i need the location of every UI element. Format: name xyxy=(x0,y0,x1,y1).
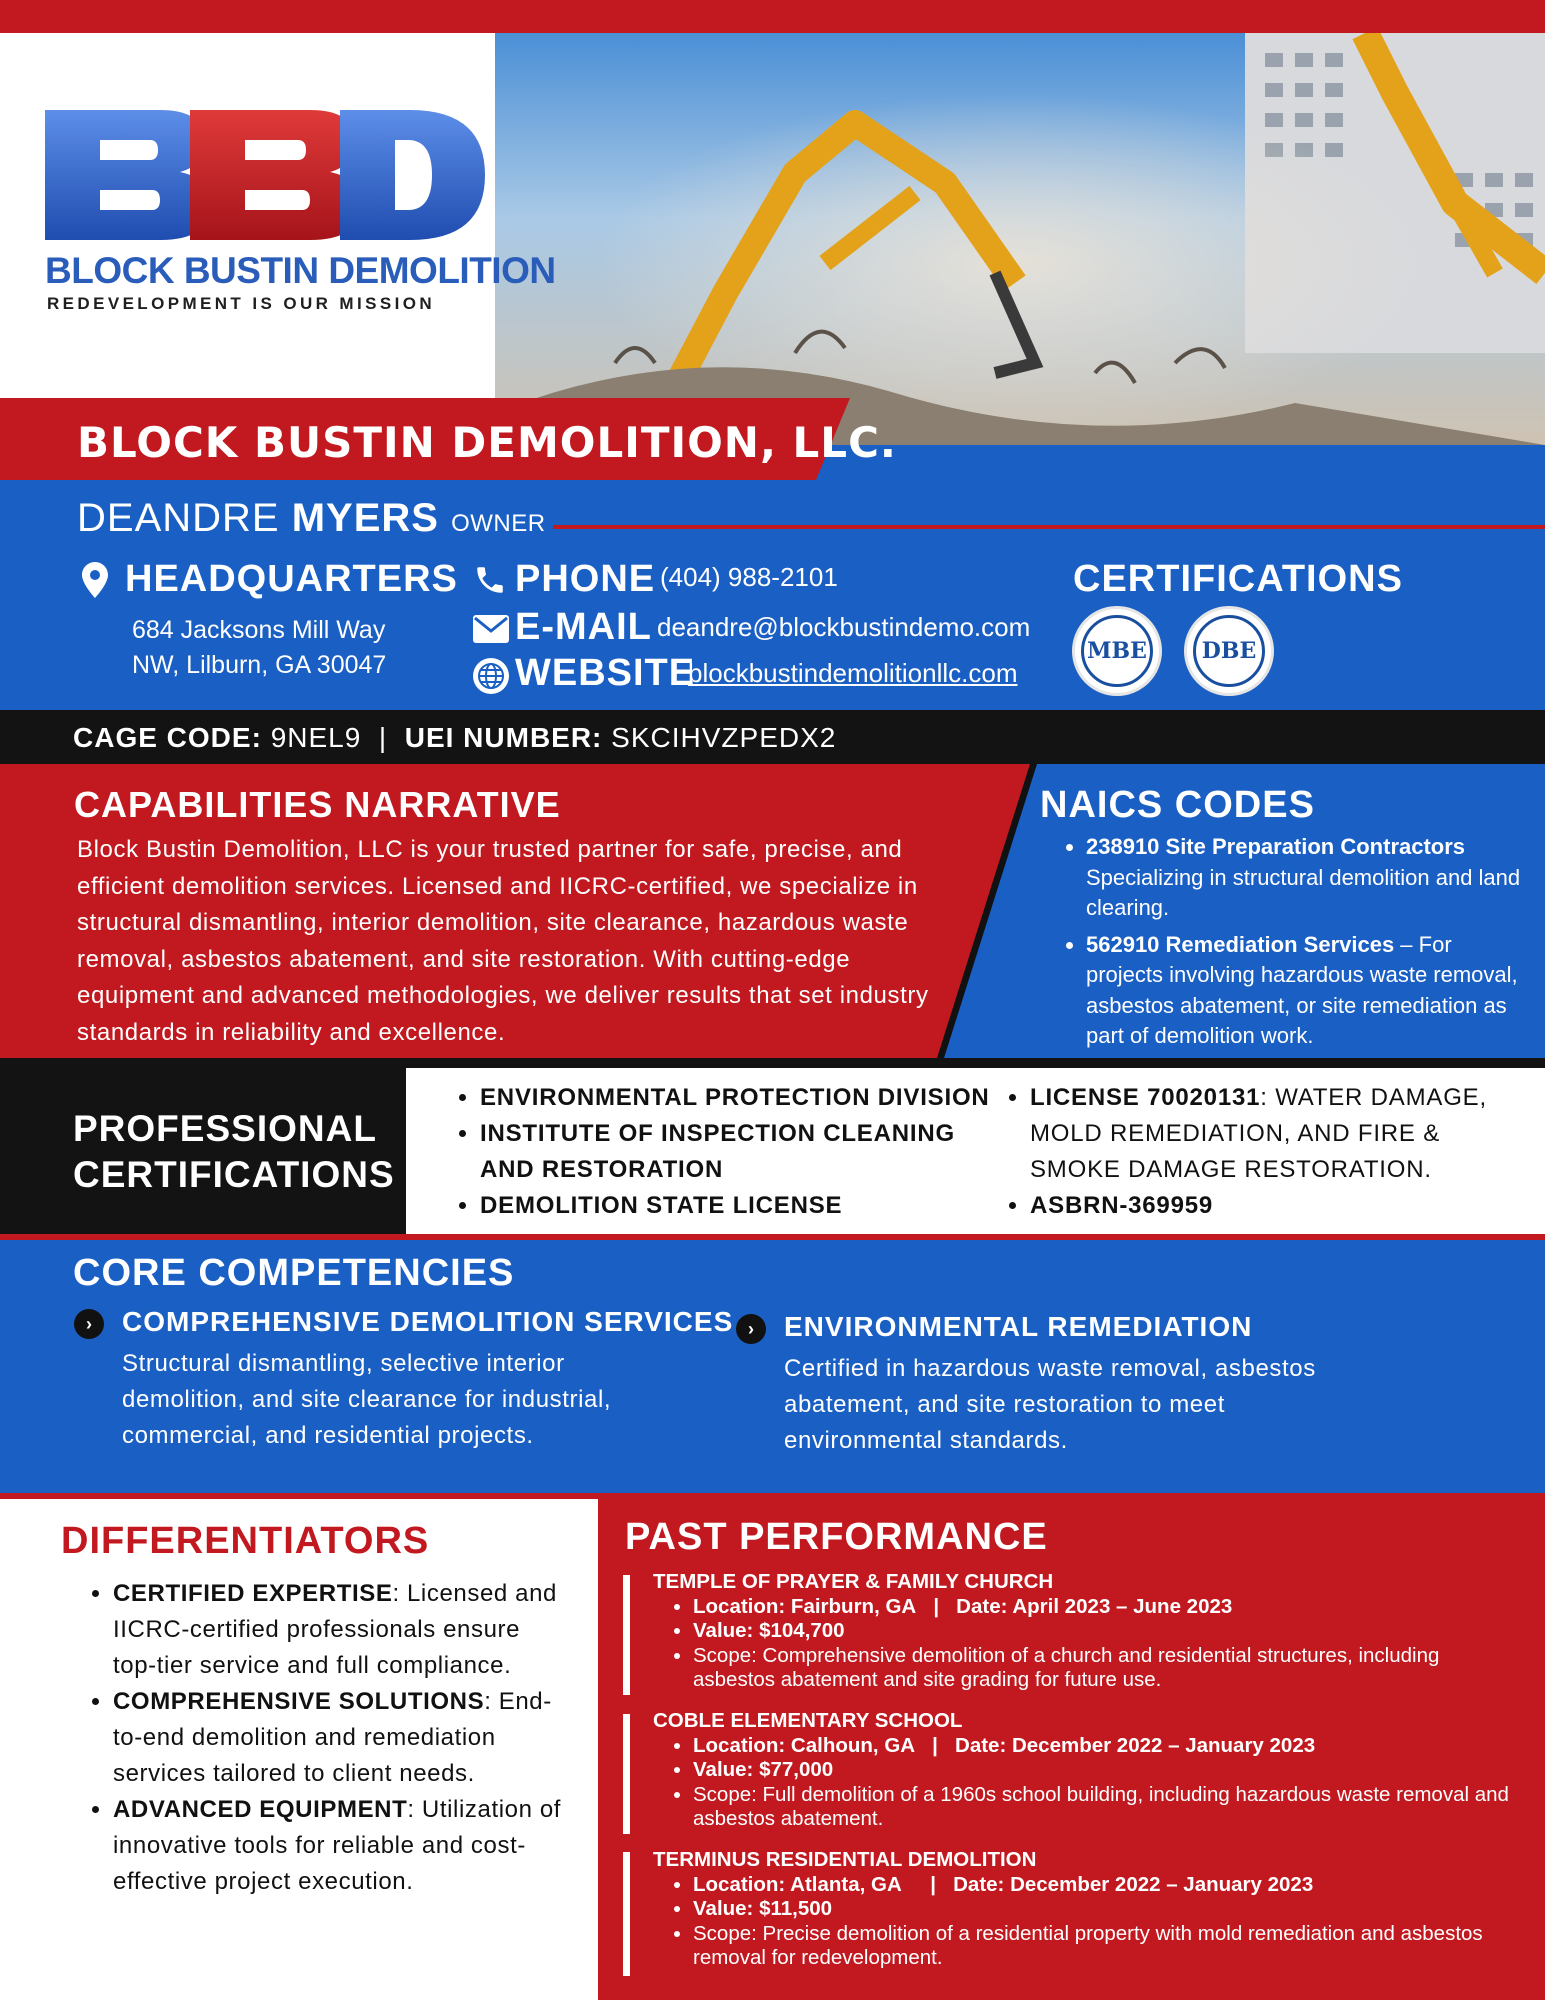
list-item xyxy=(693,1734,1513,1759)
list-item: • Scope: Comprehensive demolition of a church and residential structures, including asbestos abatement and site grading for future use. xyxy=(693,1644,1513,1693)
competency-body: Certified in hazardous waste removal, asbestos abatement, and site restoration to meet environmental standards. xyxy=(784,1355,1316,1454)
differentiator-text: : Licensed and IICRC-certified professionals ensure top-tier service and full compliance. xyxy=(113,1580,557,1679)
mbe-badge-text: MBE xyxy=(1081,615,1153,687)
naics-code: 562910 Remediation Services xyxy=(1086,931,1395,957)
headquarters-label: HEADQUARTERS xyxy=(125,558,458,600)
project-value: Value: $77,000 xyxy=(693,1758,834,1781)
owner-line xyxy=(77,496,546,541)
codes-line xyxy=(73,722,836,754)
list-item xyxy=(1030,1080,1524,1188)
dbe-badge xyxy=(1184,606,1274,696)
differentiator-label: COMPREHENSIVE SOLUTIONS xyxy=(113,1688,485,1715)
logo-mark xyxy=(40,110,490,245)
list-item xyxy=(693,1619,1513,1644)
license-description: : WATER DAMAGE, MOLD REMEDIATION, AND FIRE & SMOKE DAMAGE RESTORATION. xyxy=(1030,1084,1487,1183)
list-item xyxy=(693,1897,1513,1922)
cage-code-value: 9NEL9 xyxy=(270,722,362,753)
list-item xyxy=(113,1792,567,1900)
accent-bar xyxy=(623,1575,630,1695)
differentiator-text: : Utilization of innovative tools for reliable and cost-effective project execution. xyxy=(113,1796,562,1895)
chevron-right-icon: › xyxy=(736,1314,766,1344)
address-line-2: NW, Lilburn, GA 30047 xyxy=(132,651,387,679)
divider xyxy=(406,1058,1545,1068)
logo-tagline: REDEVELOPMENT IS OUR MISSION xyxy=(47,294,436,313)
project-entry xyxy=(653,1848,1513,1971)
list-item xyxy=(113,1684,567,1792)
differentiator-label: CERTIFIED EXPERTISE xyxy=(113,1580,393,1607)
dbe-badge-text: DBE xyxy=(1193,615,1265,687)
phone-label: PHONE xyxy=(515,558,656,600)
cage-code-label: CAGE CODE: xyxy=(73,722,262,753)
differentiator-label: ADVANCED EQUIPMENT xyxy=(113,1796,408,1823)
title-line-2: CERTIFICATIONS xyxy=(73,1154,395,1195)
certifications-label: CERTIFICATIONS xyxy=(1073,558,1403,600)
accent-bar xyxy=(623,1852,630,1976)
certifications-list-a xyxy=(444,1080,1004,1224)
project-name: TEMPLE OF PRAYER & FAMILY CHURCH xyxy=(653,1570,1054,1593)
project-location: Location: Fairburn, GA xyxy=(693,1594,917,1618)
email-address[interactable]: deandre@blockbustindemo.com xyxy=(657,612,1031,642)
location-pin-icon xyxy=(82,562,108,603)
headquarters-address xyxy=(132,613,386,683)
capabilities-title: CAPABILITIES NARRATIVE xyxy=(74,784,561,825)
owner-last-name: MYERS xyxy=(291,496,439,540)
separator: | xyxy=(930,1872,937,1896)
certifications-list-b xyxy=(994,1080,1524,1224)
chevron-right-icon: › xyxy=(74,1309,104,1339)
capabilities-body: Block Bustin Demolition, LLC is your trusted partner for safe, precise, and efficient demolition services. Licensed and IICRC-certified, we specialize in structural dismantling, interior demolition, site clearance, hazardous waste removal, asbestos abatement, and site restoration. With cutting-edge equipment and advanced methodologies, we deliver results that set industry standards in reliability and excellence. xyxy=(77,836,929,1046)
project-date: Date: April 2023 – June 2023 xyxy=(956,1594,1233,1618)
logo-name: BLOCK BUSTIN DEMOLITION xyxy=(45,250,556,291)
list-item xyxy=(693,1595,1513,1620)
owner-rule xyxy=(553,525,1545,529)
mbe-badge xyxy=(1072,606,1162,696)
competency-title: ENVIRONMENTAL REMEDIATION xyxy=(784,1311,1253,1342)
project-date: Date: December 2022 – January 2023 xyxy=(955,1733,1316,1757)
naics-description: Specializing in structural demolition and land clearing. xyxy=(1086,864,1521,920)
project-name: COBLE ELEMENTARY SCHOOL xyxy=(653,1709,963,1732)
list-item: • INSTITUTE OF INSPECTION CLEANING AND RESTORATION xyxy=(480,1116,1004,1188)
email-label: E-MAIL xyxy=(515,606,652,648)
website-label: WEBSITE xyxy=(515,652,696,694)
competency-title: COMPREHENSIVE DEMOLITION SERVICES xyxy=(122,1306,734,1337)
past-performance-title: PAST PERFORMANCE xyxy=(625,1516,1048,1558)
owner-first-name: DEANDRE xyxy=(77,496,280,540)
naics-title: NAICS CODES xyxy=(1040,784,1315,826)
uei-number-label: UEI NUMBER: xyxy=(404,722,603,753)
naics-list xyxy=(1050,832,1530,1058)
globe-icon xyxy=(472,657,510,700)
core-competencies-title: CORE COMPETENCIES xyxy=(73,1252,515,1294)
project-entry xyxy=(653,1570,1513,1693)
uei-number-value: SKCIHVZPEDX2 xyxy=(611,722,837,753)
differentiators-list xyxy=(77,1576,567,1900)
website-link[interactable]: blockbustindemolitionllc.com xyxy=(688,658,1018,688)
list-item xyxy=(693,1873,1513,1898)
project-value: Value: $11,500 xyxy=(693,1897,833,1920)
company-name: BLOCK BUSTIN DEMOLITION, LLC. xyxy=(77,418,897,467)
codes-separator: | xyxy=(378,722,388,753)
list-item: • ASBRN-369959 xyxy=(1030,1188,1524,1224)
list-item xyxy=(113,1576,567,1684)
naics-code: 238910 Site Preparation Contractors xyxy=(1086,834,1466,859)
list-item: • Scope: Precise demolition of a residential property with mold remediation and asbestos removal for redevelopment. xyxy=(693,1922,1513,1971)
differentiator-text: : End-to-end demolition and remediation services tailored to client needs. xyxy=(113,1688,552,1787)
top-red-bar xyxy=(0,0,1545,33)
project-date: Date: December 2022 – January 2023 xyxy=(953,1872,1314,1896)
differentiators-title: DIFFERENTIATORS xyxy=(61,1520,430,1562)
list-item xyxy=(1086,930,1530,1052)
demolition-photo xyxy=(495,33,1545,445)
project-location: Location: Calhoun, GA xyxy=(693,1733,916,1757)
list-item: • Scope: Full demolition of a 1960s school building, including hazardous waste removal and asbestos abatement. xyxy=(693,1783,1513,1832)
separator: | xyxy=(933,1594,940,1618)
license-number: LICENSE 70020131 xyxy=(1030,1084,1261,1111)
competency-body: Structural dismantling, selective interior demolition, and site clearance for industrial, commercial, and residential projects. xyxy=(122,1350,612,1449)
project-entry xyxy=(653,1709,1513,1832)
list-item: • ENVIRONMENTAL PROTECTION DIVISION xyxy=(480,1080,1004,1116)
accent-bar xyxy=(623,1714,630,1834)
professional-certifications-title xyxy=(73,1106,395,1198)
phone-number[interactable]: (404) 988-2101 xyxy=(660,562,838,592)
list-item: • DEMOLITION STATE LICENSE xyxy=(480,1188,1004,1224)
list-item xyxy=(693,1758,1513,1783)
project-location: Location: Atlanta, GA xyxy=(693,1872,902,1896)
project-value: Value: $104,700 xyxy=(693,1619,845,1642)
project-name: TERMINUS RESIDENTIAL DEMOLITION xyxy=(653,1848,1037,1871)
phone-icon xyxy=(473,563,507,602)
separator: | xyxy=(932,1733,938,1757)
address-line-1: 684 Jacksons Mill Way xyxy=(132,616,386,644)
naics-description: – For projects involving hazardous waste removal, asbestos abatement, or site remediation as part of demolition work. xyxy=(1086,931,1518,1048)
envelope-icon xyxy=(473,615,509,648)
list-item xyxy=(1086,832,1530,924)
owner-role: OWNER xyxy=(451,510,546,537)
title-line-1: PROFESSIONAL xyxy=(73,1108,377,1149)
